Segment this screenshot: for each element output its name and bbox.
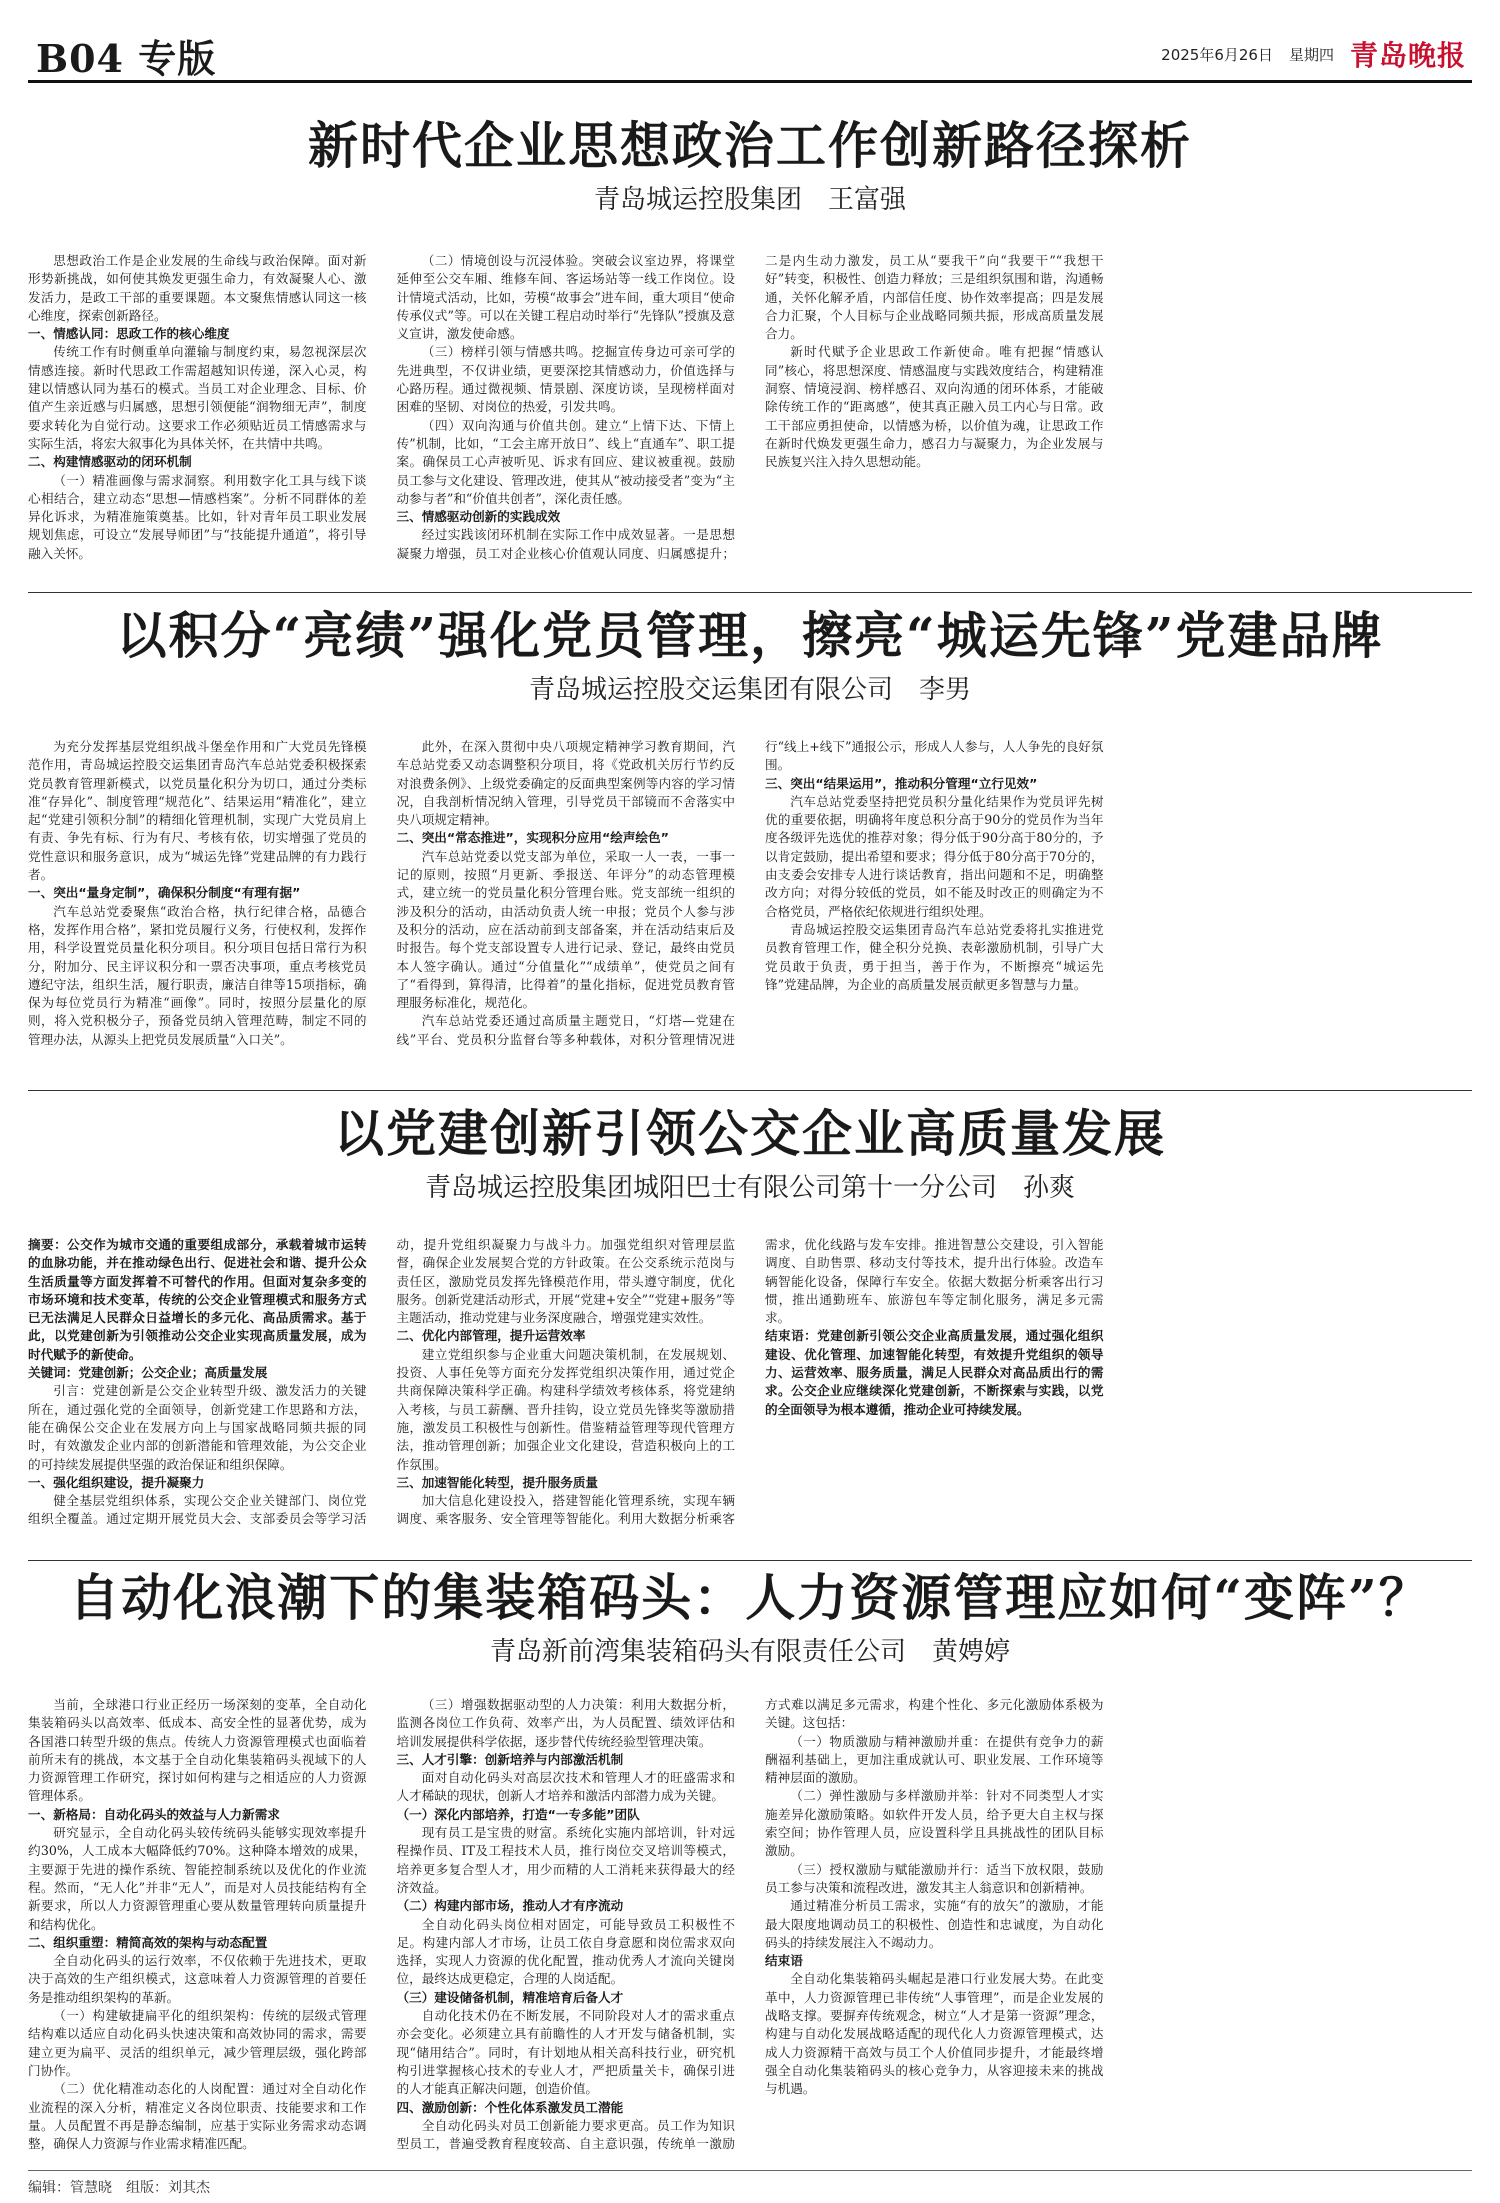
body-paragraph: 汽车总站党委还通过高质量主题党日，“灯塔—党建在线”平台、党员积分监督台等多种载体，对积分管理情况进行“线上+线下”通报公示，形成人人参与，人人争先的良好氛围。 <box>396 739 1104 1047</box>
body-paragraph: 建立党组织参与企业重大问题决策机制，在发展规划、投资、人事任免等方面充分发挥党组织决策作用，通过党企共商保障决策科学正确。构建科学绩效考核体系，将党建纳入考核，与员工薪酬、晋升挂钩，设立党员先锋奖等激励措施，激发员工积极性与创新性。借鉴精益管理等现代管理方法，推动管理创新；加强企业文化建设，营造积极向上的工作氛围。 <box>396 1346 735 1472</box>
article-byline: 青岛城运控股集团城阳巴士有限公司第十一分公司 孙爽 <box>424 1173 1075 1203</box>
body-paragraph: 全自动化集装箱码头崛起是港口行业发展大势。在此变革中，人力资源管理已非传统“人事管理”，而是企业发展的战略支撑。要摒弃传统观念，树立“人才是第一资源”理念，构建与自动化发展战略适配的现代化人力资源管理模式，达成人力资源精干高效与员工个人价值同步提升，才能最终增强全自动化集装箱码头的核心竞争力，从容迎接未来的挑战与机遇。 <box>765 1971 1104 2097</box>
section-divider <box>28 1090 1472 1091</box>
section-heading: 二、组织重塑：精简高效的架构与动态配置 <box>28 1934 268 1950</box>
section-heading: （三）建设储备机制，精准培育后备人才 <box>396 1989 624 2005</box>
body-paragraph: （三）增强数据驱动型的人力决策：利用大数据分析，监测各岗位工作负荷、效率产出，为人员配置、绩效评估和培训发展提供科学依据，逐步替代传统经验型管理决策。 <box>396 1697 735 1749</box>
editor-credits: 编辑：管慧晓 组版：刘其杰 <box>28 2170 1472 2197</box>
abstract-paragraph: 摘要：公交作为城市交通的重要组成部分，承载着城市运转的血脉功能，并在推动绿色出行、促进社会和谐、提升公众生活质量等方面发挥着不可替代的作用。但面对复杂多变的市场环境和技术变革，传统的公交企业管理模式和服务方式已无法满足人民群众日益增长的多元化、高品质需求。基于此，以党建创新为引领推动公交企业实现高质量发展，成为时代赋予的新使命。 <box>28 1237 367 1362</box>
body-paragraph: 加大信息化建设投入，搭建智能化管理系统，实现车辆调度、乘客服务、安全管理等智能化。利用大数据分析乘客需求，优化线路与发车安排。推进智慧公交建设，引入智能调度、自助售票、移动支付等技术，提升出行体验。改造车辆智能化设备，保障行车安全。依据大数据分析乘客出行习惯，推出通勤班车、旅游包车等定制化服务，满足多元需求。 <box>396 1237 1104 1527</box>
article-body <box>28 252 1472 574</box>
body-paragraph: 当前，全球港口行业正经历一场深刻的变革，全自动化集装箱码头以高效率、低成本、高安全性的显著优势，成为各国港口转型升级的焦点。传统人力资源管理模式也面临着前所未有的挑战，本文基于全自动化集装箱码头视域下的人力资源管理工作研究，探讨如何构建与之相适应的人力资源管理体系。 <box>28 1697 367 1804</box>
body-paragraph: （二）优化精准动态化的人岗配置：通过对全自动化作业流程的深入分析，精准定义各岗位职责、技能要求和工作量。人员配置不再是静态编制，应基于实际业务需求动态调整，确保人力资源与作业需求精准匹配。 <box>28 2081 367 2152</box>
issue-date: 2025年6月26日 <box>1161 45 1273 64</box>
article-byline: 青岛新前湾集装箱码头有限责任公司 黄娉婷 <box>489 1637 1010 1667</box>
article-title: 以党建创新引领公交企业高质量发展 <box>334 1104 1166 1163</box>
abstract-paragraph: 结束语：党建创新引领公交企业高质量发展，通过强化组织建设、优化管理、加速智能化转型，有效提升党组织的领导力、运营效率、服务质量，满足人民群众对高品质出行的需求。公交企业应继续深化党建创新，不断探索与实践，以党的全面领导为根本遵循，推动企业可持续发展。 <box>765 1328 1104 1417</box>
body-paragraph: 研究显示，全自动化码头较传统码头能够实现效率提升约30%，人工成本大幅降低约70%。这种降本增效的成果，主要源于先进的操作系统、智能控制系统以及优化的作业流程。然而，“无人化”并非“无人”，而是对人员技能结构有全新要求，所以人力资源管理重心要从数量管理转向质量提升和结构优化。 <box>28 1825 367 1932</box>
article-4 <box>28 1568 1472 2152</box>
body-paragraph: 现有员工是宝贵的财富。系统化实施内部培训，针对远程操作员、IT及工程技术人员，推行岗位交叉培训等模式，培养更多复合型人才，用少而精的人工消耗来获得最大的经济效益。 <box>396 1825 735 1895</box>
newspaper-logo: 青岛晚报 <box>1349 39 1466 72</box>
body-paragraph: 新时代赋予企业思政工作新使命。唯有把握“情感认同”核心，将思想深度、情感温度与实践效度结合，构建精准洞察、情境浸润、榜样感召、双向沟通的闭环体系，才能破除传统工作的“距离感”，使其真正融入员工内心与日常。政工干部应勇担使命，以情感为桥，以价值为魂，让思政工作在新时代焕发更强生命力，感召力与凝聚力，为企业发展与民族复兴注入持久思想动能。 <box>765 344 1104 470</box>
section-divider <box>28 1560 1472 1561</box>
section-heading: 三、突出“结果运用”，推动积分管理“立行见效” <box>765 775 1038 791</box>
section-heading: 三、人才引擎：创新培养与内部激活机制 <box>396 1751 624 1767</box>
section-heading: 三、加速智能化转型，提升服务质量 <box>396 1474 598 1490</box>
body-paragraph: 全自动化码头的运行效率，不仅依赖于先进技术，更取决于高效的生产组织模式，这意味着人力资源管理的首要任务是推动组织架构的革新。 <box>28 1953 367 2005</box>
body-paragraph: 自动化技术仍在不断发展，不同阶段对人才的需求重点亦会变化。必须建立具有前瞻性的人才开发与储备机制，实现“储用结合”。同时，有计划地从相关高科技行业，研究机构引进掌握核心技术的专业人才，严把质量关卡，确保引进的人才能真正解决问题，创造价值。 <box>396 2008 735 2097</box>
body-paragraph: （一）精准画像与需求洞察。利用数字化工具与线下谈心相结合，建立动态“思想—情感档案”。分析不同群体的差异化诉求，为精准施策奠基。比如，针对青年员工职业发展规划焦虑，可设立“发展导师团”与“技能提升通道”，将引导融入关怀。 <box>28 472 367 561</box>
body-paragraph: 汽车总站党委坚持把党员积分量化结果作为党员评先树优的重要依据，明确将年度总积分高于90分的党员作为当年度各级评先选优的推荐对象；得分低于90分高于80分的，予以肯定鼓励，提出希望和要求；得分低于80分高于70分的，由支委会安排专人进行谈话教育，指出问题和不足，明确整改方向；对得分较低的党员，如不能及时改正的则确定为不合格党员，严格依纪依规进行组织处理。 <box>765 793 1104 919</box>
body-paragraph: 经过实践该闭环机制在实际工作中成效显著。一是思想凝聚力增强，员工对企业核心价值观认同度、归属感提升；二是内生动力激发，员工从“要我干”向“我要干”“我想干好”转变，积极性、创造力释放；三是组织氛围和谐，沟通畅通，关怀化解矛盾，内部信任度、协作效率提高；四是发展合力汇聚，个人目标与企业战略同频共振，形成高质量发展合力。 <box>396 253 1104 561</box>
section-heading: 一、突出“量身定制”，确保积分制度“有理有据” <box>28 885 301 901</box>
body-paragraph: 思想政治工作是企业发展的生命线与政治保障。面对新形势新挑战，如何使其焕发更强生命力，有效凝聚人心、激发活力，是政工干部的重要课题。本文聚焦情感认同这一核心维度，探索创新路径。 <box>28 253 367 323</box>
body-paragraph: 引言：党建创新是公交企业转型升级、激发活力的关键所在，通过强化党的全面领导，创新党建工作思路和方法，能在确保公交企业在发展方向上与国家战略同频共振的同时，有效激发企业内部的创新潜能和管理效能，为公交企业的可持续发展提供坚强的政治保证和组织保障。 <box>28 1383 367 1472</box>
body-paragraph: （三）授权激励与赋能激励并行：适当下放权限，鼓励员工参与决策和流程改进，激发其主人翁意识和创新精神。 <box>765 1861 1104 1895</box>
body-paragraph: （四）双向沟通与价值共创。建立“上情下达、下情上传”机制，比如，“工会主席开放日”、线上“直通车”、职工提案。确保员工心声被听见、诉求有回应、建议被重视。鼓励员工参与文化建设、管理改进，使其从“被动接受者”变为“主动参与者”和“价值共创者”，深化责任感。 <box>396 417 735 506</box>
body-paragraph: 此外，在深入贯彻中央八项规定精神学习教育期间，汽车总站党委又动态调整积分项目，将《党政机关厉行节约反对浪费条例》、上级党委确定的反面典型案例等内容的学习情况，自我剖析情况纳入管理，引导党员干部镜而不舍落实中央八项规定精神。 <box>396 739 735 828</box>
section-heading: 三、情感驱动创新的实践成效 <box>396 509 561 525</box>
article-body <box>28 1236 1472 1538</box>
article-title: 以积分“亮绩”强化党员管理，擦亮“城运先锋”党建品牌 <box>116 606 1384 665</box>
article-body <box>28 1696 1472 2162</box>
body-paragraph: （一）物质激励与精神激励并重：在提供有竞争力的薪酬福利基础上，更加注重成就认可、职业发展、工作环境等精神层面的激励。 <box>765 1733 1104 1786</box>
body-paragraph: 传统工作有时侧重单向灌输与制度约束，易忽视深层次情感连接。新时代思政工作需超越知识传递，深入心灵，构建以情感认同为基石的模式。当员工对企业理念、目标、价值产生亲近感与归属感，思想引领便能“润物细无声”，制度要求转化为自觉行动。这要求工作必须贴近员工情感需求与实际生活，将宏大叙事化为具体关怀，在共情中共鸣。 <box>28 344 367 451</box>
article-3 <box>28 1104 1472 1527</box>
section-heading: （一）深化内部培养，打造“一专多能”团队 <box>396 1806 640 1822</box>
body-paragraph: 汽车总站党委以党支部为单位，采取一人一表，一事一记的原则，按照“月更新、季报送、年评分”的动态管理模式，建立统一的党员量化积分管理台账。党支部统一组织的涉及积分的活动，由活动负责人统一申报；党员个人参与涉及积分的活动，应在活动前到支部备案，并在活动结束后及时报告。每个党支部设置专人进行记录、登记，最终由党员本人签字确认。通过“分值量化”“成绩单”，使党员之间有了“看得到，算得清，比得着”的量化指标，促进党员教育管理服务标准化，规范化。 <box>396 848 735 1011</box>
body-paragraph: （一）构建敏捷扁平化的组织架构：传统的层级式管理结构难以适应自动化码头快速决策和高效协同的需求，需要建立更为扁平、灵活的组织单元，减少管理层级，强化跨部门协作。 <box>28 2008 367 2078</box>
article-title: 自动化浪潮下的集装箱码头：人力资源管理应如何“变阵”？ <box>69 1568 1431 1627</box>
body-paragraph: 汽车总站党委聚焦“政治合格，执行纪律合格，品德合格，发挥作用合格”，紧扣党员履行义务，行使权利，发挥作用，科学设置党员量化积分项目。积分项目包括日常行为积分，附加分、民主评议积分和一票否决事项，重点考核党员遵纪守法，组织生活，履行职责，廉洁自律等15项指标，确保为每位党员行为精准“画像”。同时，按照分层量化的原则，将入党积极分子，预备党员纳入管理范畴，制定不同的管理办法，从源头上把党员发展质量“入口关”。 <box>28 903 367 1047</box>
article-byline: 青岛城运控股交运集团有限公司 李男 <box>528 675 971 705</box>
article-byline: 青岛城运控股集团 王富强 <box>593 185 906 215</box>
body-paragraph: 通过精准分析员工需求，实施“有的放矢”的激励，才能最大限度地调动员工的积极性、创造性和忠诚度，为自动化码头的持续发展注入不竭动力。 <box>765 1898 1104 1950</box>
section-heading: 二、突出“常态推进”，实现积分应用“绘声绘色” <box>396 830 669 846</box>
issue-weekday: 星期四 <box>1288 45 1334 64</box>
body-paragraph: 面对自动化码头对高层次技术和管理人才的旺盛需求和人才稀缺的现状，创新人才培养和激活内部潜力成为关键。 <box>396 1770 735 1804</box>
body-paragraph: （二）弹性激励与多样激励并举：针对不同类型人才实施差异化激励策略。如软件开发人员，给予更大自主权与探索空间；协作管理人员，应设置科学且具挑战性的团队目标激励。 <box>765 1788 1104 1859</box>
page-code: B04 专版 <box>36 36 217 81</box>
section-heading: 一、强化组织建设，提升凝聚力 <box>28 1474 205 1490</box>
section-heading: 四、激励创新：个性化体系激发员工潜能 <box>396 2099 624 2115</box>
body-paragraph: （三）榜样引领与情感共鸣。挖掘宣传身边可亲可学的先进典型，不仅讲业绩，更要深挖其情感动力，价值选择与心路历程。通过微视频、情景剧、深度访谈，呈现榜样面对困难的坚韧、对岗位的热爱，引发共鸣。 <box>396 344 735 415</box>
masthead <box>28 18 1472 83</box>
abstract-paragraph: 关键词：党建创新；公交企业；高质量发展 <box>28 1365 268 1381</box>
section-heading: 一、情感认同：思政工作的核心维度 <box>28 326 230 342</box>
body-paragraph: 青岛城运控股交运集团青岛汽车总站党委将扎实推进党员教育管理工作，健全积分兑换、表彰激励机制，引导广大党员敢于负责，勇于担当，善于作为，不断擦亮“城运先锋”党建品牌，为企业的高质量发展贡献更多智慧与力量。 <box>765 921 1104 992</box>
section-heading: （二）构建内部市场，推动人才有序流动 <box>396 1898 624 1914</box>
body-paragraph: 健全基层党组织体系，实现公交企业关键部门、岗位党组织全覆盖。通过定期开展党员大会、支部委员会等学习活动，提升党组织凝聚力与战斗力。加强党组织对管理层监督，确保企业发展契合党的方针政策。在公交系统示范岗与责任区，激励党员发挥先锋模范作用，带头遵守制度，优化服务。创新党建活动形式，开展“党建+安全”“党建+服务”等主题活动，推动党建与业务深度融合，增强党建实效性。 <box>28 1237 735 1527</box>
masthead-info <box>1161 34 1466 74</box>
body-paragraph: 全自动化码头对员工创新能力要求更高。员工作为知识型员工，普遍受教育程度较高、自主意识强，传统单一激励方式难以满足多元需求，构建个性化、多元化激励体系极为关键。这包括： <box>396 1697 1104 2152</box>
article-body <box>28 738 1472 1068</box>
body-paragraph: 全自动化码头岗位相对固定，可能导致员工积极性不足。构建内部人才市场，让员工依自身意愿和岗位需求双向选择，实现人力资源的优化配置，推动优秀人才流向关键岗位，最终达成更稳定，合理的人岗适配。 <box>396 1916 735 1987</box>
section-divider <box>28 592 1472 593</box>
section-heading: 一、新格局：自动化码头的效益与人力新需求 <box>28 1806 280 1822</box>
body-paragraph: （二）情境创设与沉浸体验。突破会议室边界，将课堂延伸至公交车厢、维修车间、客运场站等一线工作岗位。设计情境式活动，比如，劳模“故事会”进车间，重大项目“使命传承仪式”等。可以在关键工程启动时举行“先锋队”授旗及意义宣讲，激发使命感。 <box>396 253 735 342</box>
section-heading: 二、优化内部管理，提升运营效率 <box>396 1328 586 1344</box>
section-heading: 结束语 <box>765 1953 803 1969</box>
article-1 <box>28 116 1472 561</box>
article-2 <box>28 606 1472 1047</box>
article-title: 新时代企业思想政治工作创新路径探析 <box>308 116 1192 175</box>
section-heading: 二、构建情感驱动的闭环机制 <box>28 454 192 470</box>
body-paragraph: 为充分发挥基层党组织战斗堡垒作用和广大党员先锋模范作用，青岛城运控股交运集团青岛汽车总站党委积极探索党员教育管理新模式，以党员量化积分为切口，通过分类标准“存异化”、制度管理“规范化”、结果运用“精准化”，建立起“党建引领积分制”的精细化管理机制，实现广大党员肩上有责、争先有标、行为有尺、考核有依，切实增强了党员的党性意识和服务意识，成为“城运先锋”党建品牌的有力践行者。 <box>28 739 367 883</box>
